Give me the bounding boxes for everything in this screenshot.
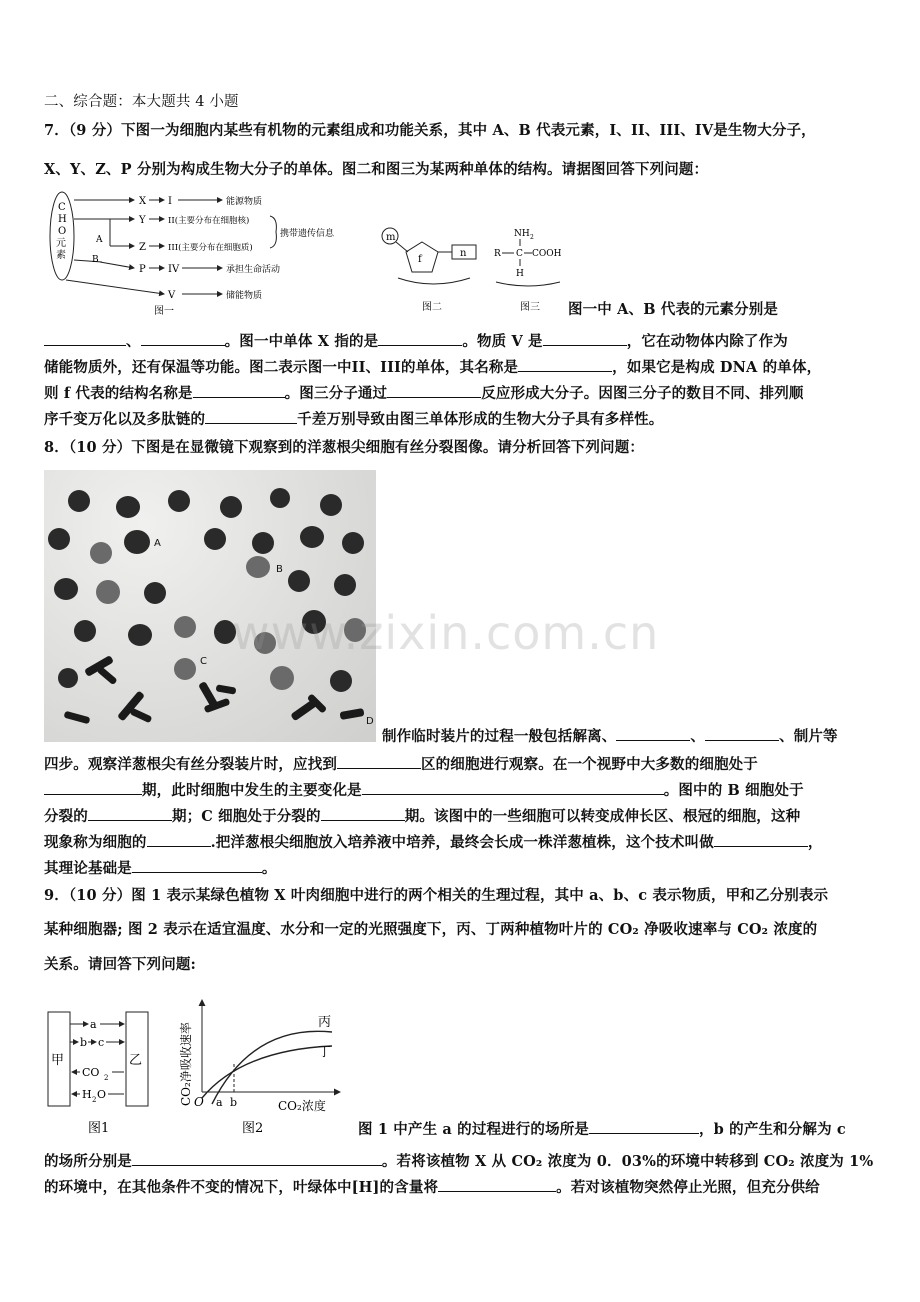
element-su: 素 (56, 250, 66, 261)
q8-line7: 其理论基础是 。 (44, 860, 277, 877)
q7-line3: 、 。图一中单体 X 指的是 。物质 V 是 ，它在动物体内除了作为 (44, 331, 880, 352)
label-b: B (92, 255, 99, 265)
q8-line1: 8．（10 分）下图是在显微镜下观察到的洋葱根尖细胞有丝分裂图像。请分析回答下列问题： (44, 439, 645, 456)
fig-a: a (90, 1018, 97, 1031)
y-axis-label: CO₂净吸收速率 (179, 1022, 193, 1106)
fig3-c: C (516, 249, 523, 259)
fig3-r: R (494, 249, 501, 259)
poly-iv: IV (168, 264, 180, 275)
curve-bing (212, 1031, 332, 1104)
q7-after-fig: 图一中 A、B 代表的元素分别是 (568, 301, 779, 318)
q7-line4: 储能物质外，还有保温等功能。图二表示图一中II、III的单体，其名称是 ，如果它是构成 DNA 的单体， (44, 359, 822, 376)
element-h: H (58, 214, 67, 225)
watermark: www.zixin.com.cn (232, 606, 660, 660)
tick-a: a (216, 1096, 223, 1109)
q9-figure-2 (172, 994, 348, 1140)
q7-line1: 7．（9 分）下图一为细胞内某些有机物的元素组成和功能关系，其中 A、B 代表元素，I、II、III、IV是生物大分子， (44, 122, 816, 139)
fig2-caption: 图2 (242, 1121, 264, 1136)
fig3-cooh: COOH (532, 249, 562, 259)
tick-b: b (230, 1096, 238, 1109)
fig-jia: 甲 (51, 1053, 65, 1068)
label-a: A (96, 235, 103, 245)
fig2-f: f (418, 254, 422, 265)
fig-c: c (98, 1036, 105, 1049)
element-o: O (58, 226, 67, 237)
func-energy: 能源物质 (226, 197, 263, 207)
q7-figure-1 (44, 188, 335, 318)
q8-line3: 四步。观察洋葱根尖有丝分裂装片时，应找到 区的细胞进行观察。在一个视野中大多数的细胞处于 (44, 756, 758, 773)
poly-iii: III(主要分布在细胞质) (168, 243, 253, 253)
mono-p: P (139, 264, 146, 275)
func-activity: 承担生命活动 (226, 265, 281, 275)
fig-co2-sub: 2 (104, 1074, 109, 1082)
fig1-caption: 图一 (154, 306, 174, 317)
mono-z: Z (139, 242, 146, 253)
element-yuan: 元 (56, 238, 66, 249)
q9-line1: 9．（10 分）图 1 表示某绿色植物 X 叶肉细胞中进行的两个相关的生理过程，其中 a、b、c 表示物质，甲和乙分别表示 (44, 887, 829, 904)
origin-label: O (194, 1095, 204, 1109)
poly-v: V (168, 290, 176, 301)
q8-line2: 制作临时装片的过程一般包括解离、 、 、制片等 (382, 728, 838, 745)
fig3-nh2-sub: 2 (530, 234, 534, 241)
q8-line6: 现象称为细胞的 .把洋葱根尖细胞放入培养液中培养，最终会长成一株洋葱植株，这个技术叫做 ， (44, 834, 823, 851)
fig-co2: CO (82, 1066, 100, 1079)
micrograph-label-d: D (366, 716, 374, 727)
fig3-caption: 图三 (520, 302, 540, 313)
q7-line2: X、Y、Z、P 分别为构成生物大分子的单体。图二和图三为某两种单体的结构。请据图回答下列问题： (44, 161, 709, 178)
mono-y: Y (139, 215, 146, 226)
q9-line4: 图 1 中产生 a 的过程进行的场所是 ，b 的产生和分解为 c (358, 1121, 846, 1138)
fig2-n: n (460, 248, 467, 259)
mono-x: X (139, 196, 147, 207)
q7-figure-3 (494, 226, 566, 314)
fig1-caption: 图1 (88, 1121, 110, 1136)
fig2-caption: 图二 (422, 302, 442, 313)
q9-line5: 的场所分别是 。若将该植物 X 从 CO₂ 浓度为 0．03%的环境中转移到 CO₂ 浓度为 1% (44, 1153, 874, 1170)
fig3-nh2: NH (514, 229, 530, 239)
fig-h2o: H (82, 1088, 92, 1101)
q7-line5: 则 f 代表的结构名称是 。图三分子通过 反应形成大分子。因图三分子的数目不同、排列顺 (44, 385, 804, 402)
fig3-h: H (516, 269, 524, 279)
fig-h2o-sub: 2 (92, 1096, 97, 1104)
fig2-m: m (386, 232, 396, 243)
curve-ding (202, 1046, 332, 1098)
micrograph-label-c: C (200, 656, 207, 667)
fig-yi: 乙 (129, 1053, 143, 1068)
micrograph-label-a: A (154, 538, 161, 549)
q8-line4: 期，此时细胞中发生的主要变化是 。图中的 B 细胞处于 (44, 780, 880, 801)
q9-line6: 的环境中，在其他条件不变的情况下，叶绿体中[H]的含量将 。若对该植物突然停止光照，但充分供给 (44, 1179, 820, 1196)
x-axis-label: CO₂浓度 (278, 1099, 326, 1113)
fig-b: b (80, 1036, 88, 1049)
poly-ii: II(主要分布在细胞核) (168, 216, 250, 226)
func-genetic: 携带遗传信息 (280, 229, 335, 239)
poly-i: I (168, 196, 172, 207)
label-ding: 丁 (318, 1045, 332, 1060)
q7-line6: 序千变万化以及多肽链的 千差万别导致由图三单体形成的生物大分子具有多样性。 (44, 411, 664, 428)
label-bing: 丙 (318, 1015, 332, 1030)
q8-line5: 分裂的 期；C 细胞处于分裂的 期。该图中的一些细胞可以转变成伸长区、根冠的细胞，这种 (44, 808, 801, 825)
q9-figure-1 (44, 1010, 154, 1140)
micrograph-label-b: B (276, 564, 283, 575)
section-title: 二、综合题：本大题共 4 小题 (44, 94, 239, 110)
q9-line2: 某种细胞器; 图 2 表示在适宜温度、水分和一定的光照强度下，丙、丁两种植物叶片的 CO₂ 净吸收速率与 CO₂ 浓度的 (44, 921, 818, 938)
q9-line3: 关系。请回答下列问题: (44, 956, 197, 973)
fig-h2o-o: O (97, 1088, 107, 1101)
element-c: C (58, 202, 66, 213)
q7-figure-2 (378, 222, 488, 314)
func-storage: 储能物质 (226, 291, 263, 301)
